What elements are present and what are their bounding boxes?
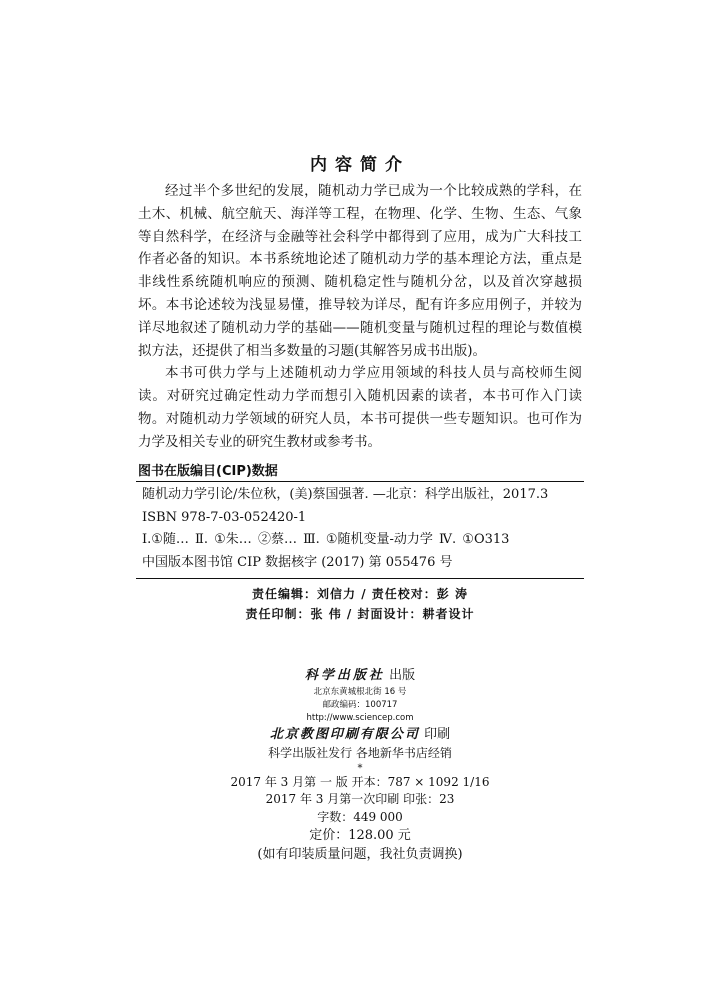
word-count: 字数：449 000 — [317, 809, 403, 824]
credits — [0, 584, 720, 624]
cip-record — [142, 484, 582, 574]
cip-title-line: 随机动力学引论/朱位秋，(美)蔡国强著. —北京：科学出版社，2017.3 — [142, 487, 549, 502]
publisher-postcode: 邮政编码：100717 — [322, 700, 398, 710]
publisher-line — [0, 666, 720, 686]
quality-notice: (如有印装质量问题，我社负责调换) — [257, 847, 463, 862]
cip-isbn: ISBN 978-7-03-052420-1 — [142, 509, 307, 525]
credits-production-line: 责任印制：张 伟 / 封面设计：耕者设计 — [245, 607, 475, 621]
publisher-website: http://www.sciencep.com — [306, 713, 414, 723]
printing-line: 2017 年 3 月第一次印刷 印张：23 — [265, 792, 455, 806]
printer-suffix: 印刷 — [419, 727, 451, 742]
imprint — [0, 666, 720, 864]
publisher-suffix: 出版 — [384, 668, 416, 683]
cip-top-rule — [136, 481, 584, 482]
publisher-address: 北京东黄城根北街 16 号 — [313, 687, 407, 697]
credits-editor-line: 责任编辑：刘信力 / 责任校对：彭 涛 — [252, 587, 468, 601]
printer-line — [0, 725, 720, 745]
price: 定价：128.00 元 — [309, 828, 411, 843]
edition-line: 2017 年 3 月第 一 版 开本：787 × 1092 1/16 — [230, 774, 490, 789]
cip-classification: Ⅰ.①随… Ⅱ. ①朱… ②蔡… Ⅲ. ①随机变量-动力学 Ⅳ. ①O313 — [142, 532, 510, 547]
cip-bottom-rule — [136, 578, 584, 579]
abstract-title: 内容简介 — [310, 155, 410, 175]
printer-name: 北京教图印刷有限公司 — [269, 727, 420, 742]
abstract-paragraph-1: 经过半个多世纪的发展，随机动力学已成为一个比较成熟的学科，在土木、机械、航空航天、海洋等工程，在物理、化学、生物、生态、气象等自然科学，在经济与金融等社会科学中都得到了应用，成为广大科技工作者必备的知识。本书系统地论述了随机动力学的基本理论方法，重点是非线性系统随机响应的预测、随机稳定性与随机分岔，以及首次穿越损坏。本书论述较为浅显易懂，推导较为详尽，配有许多应用例子，并较为详尽地叙述了随机动力学的基础——随机变量与随机过程的理论与数值模拟方法，还提供了相当多数量的习题(其解答另成书出版)。 — [138, 183, 582, 359]
abstract-body — [138, 180, 582, 454]
distribution-line: 科学出版社发行 各地新华书店经销 — [268, 746, 452, 760]
separator-star: * — [357, 762, 363, 774]
cip-record-number: 中国版本图书馆 CIP 数据核字 (2017) 第 055476 号 — [142, 554, 453, 570]
publisher-name: 科学出版社 — [304, 668, 385, 683]
abstract-paragraph-2: 本书可供力学与上述随机动力学应用领域的科技人员与高校师生阅读。对研究过确定性动力学而想引入随机因素的读者，本书可作入门读物。对随机动力学领域的研究人员，本书可提供一些专题知识。也可作为力学及相关专业的研究生教材或参考书。 — [138, 365, 582, 450]
cip-heading: 图书在版编目(CIP)数据 — [138, 464, 278, 479]
